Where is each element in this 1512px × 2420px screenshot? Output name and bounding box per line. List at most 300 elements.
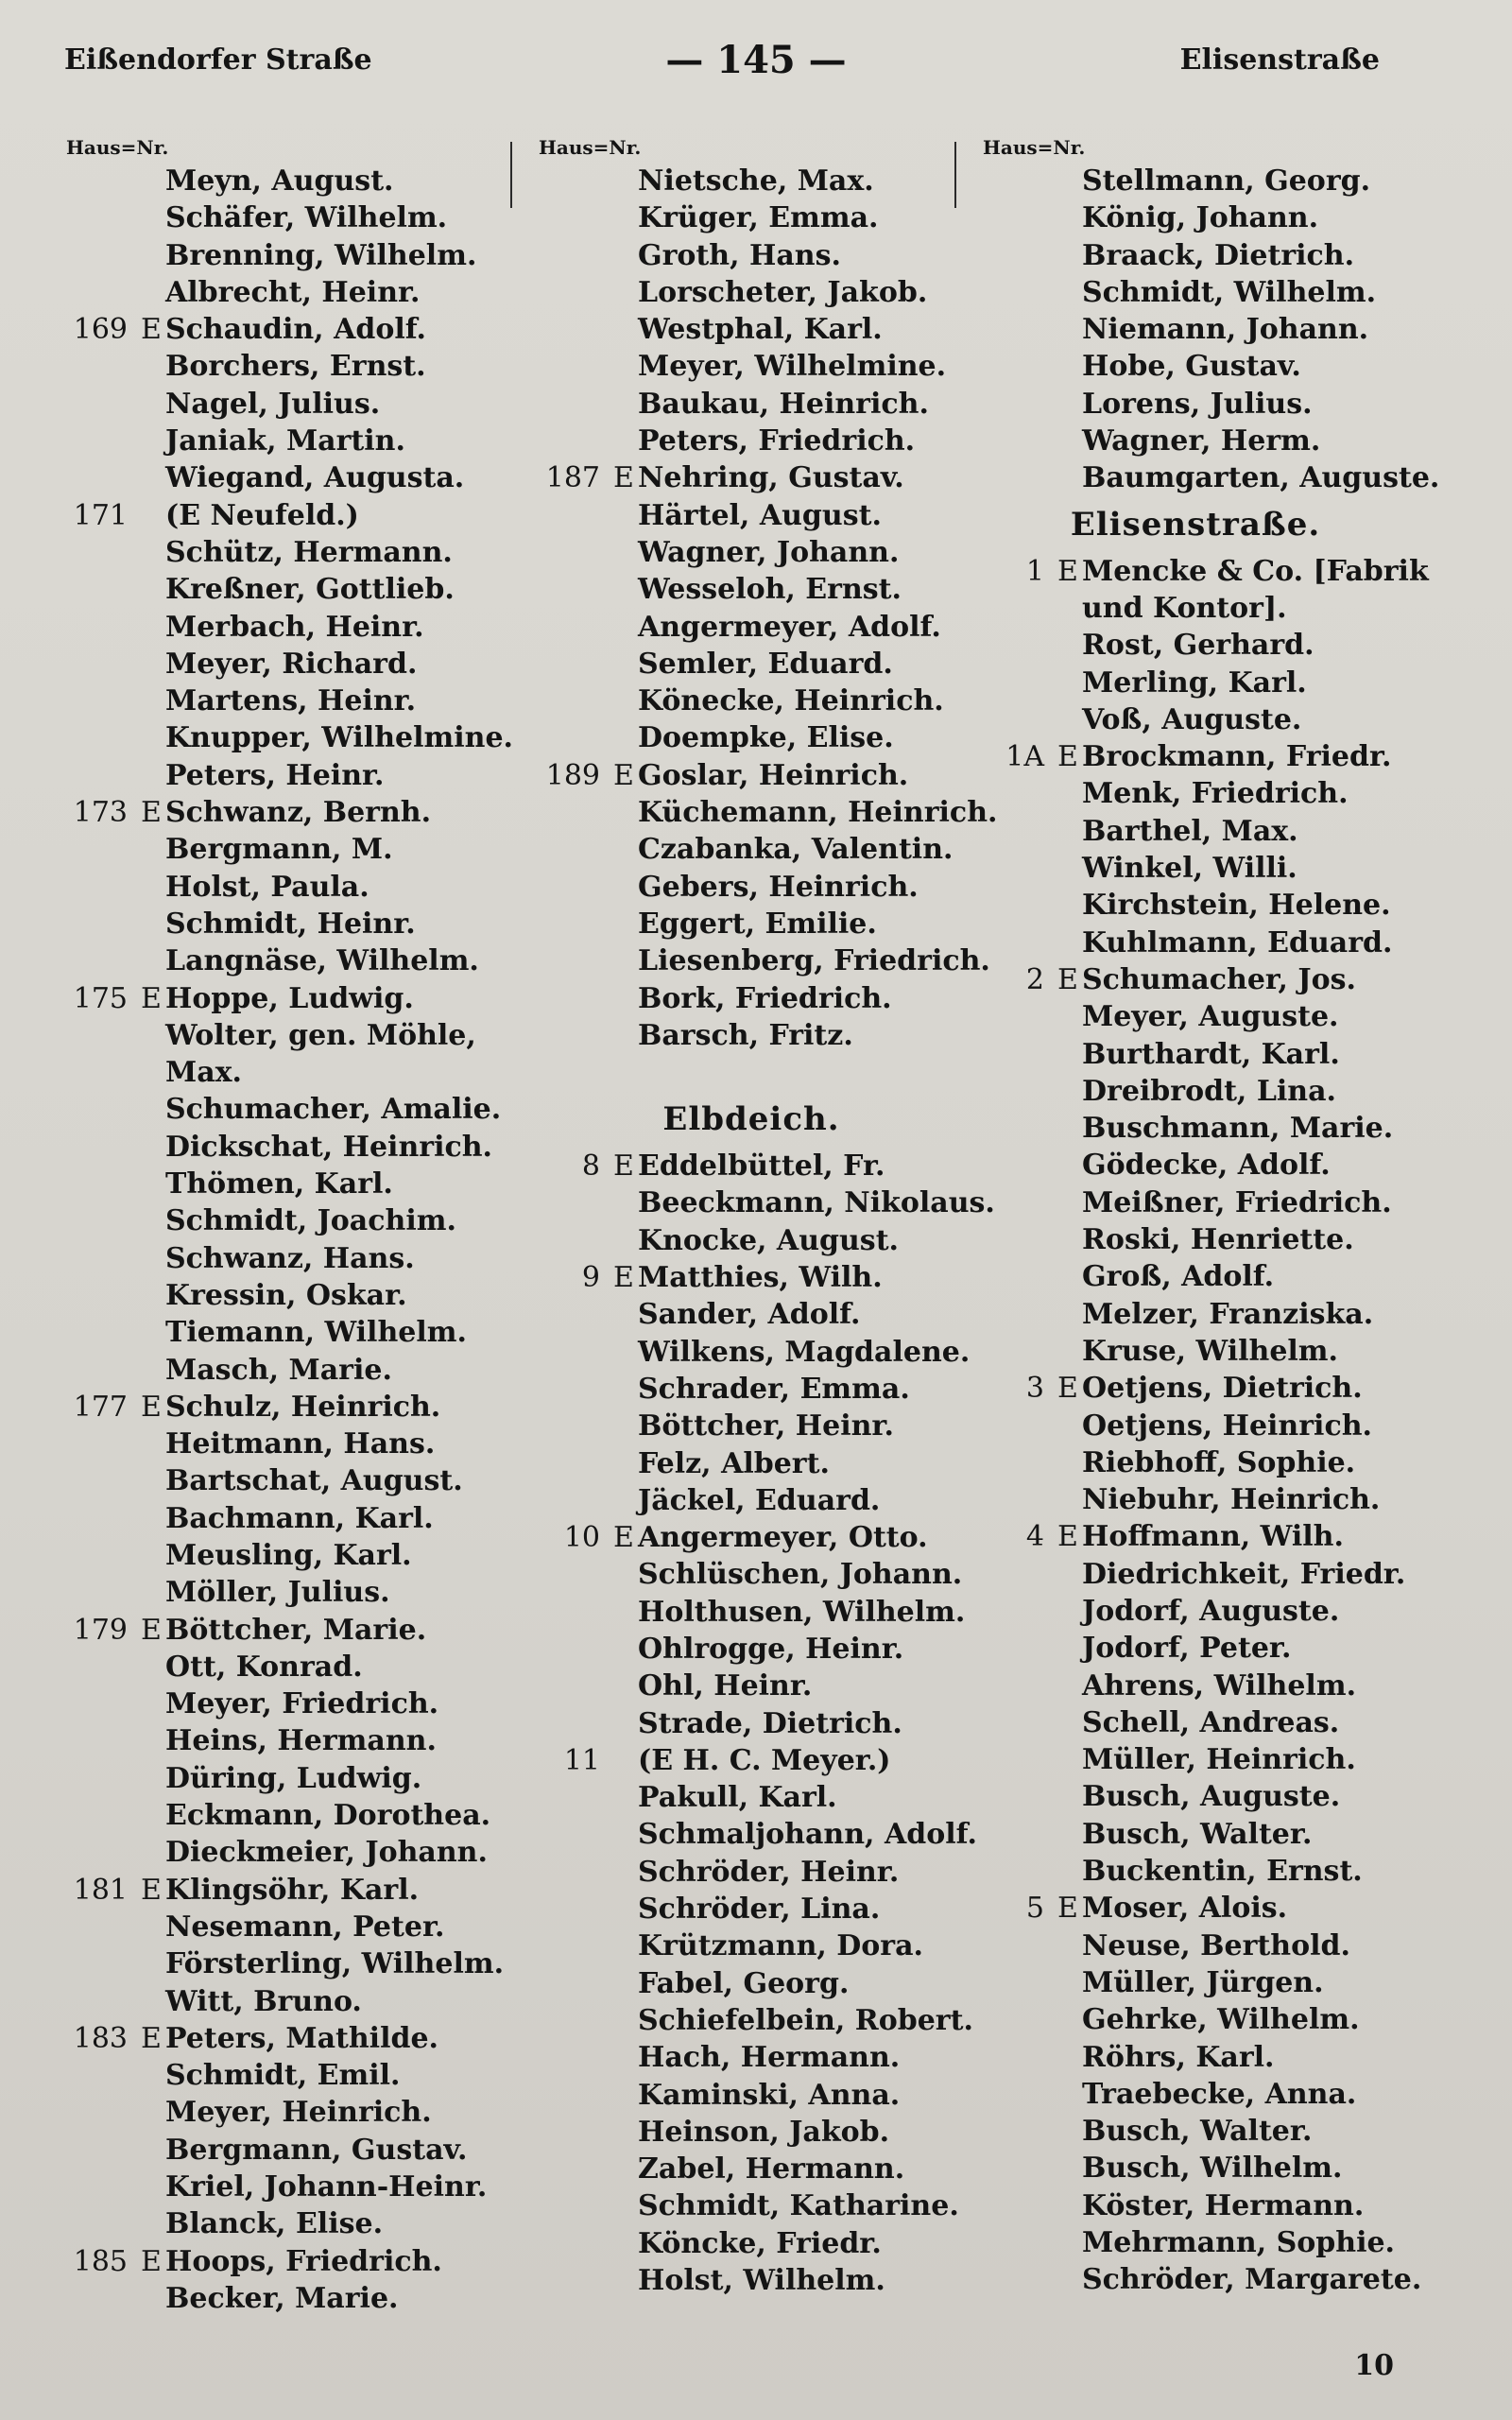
house-number: 11 — [563, 1743, 600, 1777]
resident-entry — [529, 942, 990, 979]
resident-entry — [529, 1705, 973, 1742]
owner-marker: E — [1057, 1372, 1078, 1406]
house-number: 171 — [73, 498, 128, 532]
owner-marker: E — [141, 1390, 162, 1424]
resident-entry — [57, 1091, 501, 1128]
resident-entry — [973, 1964, 1418, 2001]
owner-marker: E — [1057, 740, 1078, 774]
resident-entry — [529, 980, 973, 1017]
resident-entry — [529, 831, 973, 868]
resident-name: Jodorf, Auguste. — [1082, 1594, 1340, 1628]
resident-entry — [973, 813, 1418, 850]
resident-name: Küchemann, Heinrich. — [638, 796, 998, 830]
resident-entry — [57, 1462, 501, 1499]
resident-name: Baukau, Heinrich. — [638, 387, 929, 421]
resident-entry — [57, 348, 501, 385]
resident-entry — [529, 1594, 973, 1631]
resident-name: Kruse, Wilhelm. — [1082, 1334, 1338, 1368]
resident-entry — [529, 311, 973, 348]
house-number: 10 — [563, 1521, 600, 1555]
resident-name: Janiak, Martin. — [165, 424, 405, 458]
resident-entry — [973, 2113, 1418, 2150]
resident-name: Busch, Wilhelm. — [1082, 2152, 1343, 2186]
resident-entry — [973, 775, 1418, 812]
house-number: 189 — [545, 758, 600, 792]
resident-name: Angermeyer, Adolf. — [638, 610, 941, 644]
resident-entry — [529, 719, 973, 756]
resident-name: Wesseloh, Ernst. — [638, 573, 902, 607]
house-number: 185 — [73, 2244, 128, 2278]
resident-entry — [57, 980, 501, 1017]
resident-entry — [529, 1222, 973, 1259]
resident-name: Meyer, Friedrich. — [165, 1687, 439, 1721]
resident-entry — [57, 386, 501, 423]
resident-entry — [57, 459, 501, 496]
resident-name: Diedrichkeit, Friedr. — [1082, 1557, 1406, 1591]
resident-name: Dreibrodt, Lina. — [1082, 1074, 1337, 1108]
resident-name: Schwanz, Hans. — [165, 1241, 415, 1275]
resident-name: Tiemann, Wilhelm. — [165, 1316, 467, 1350]
resident-name: Sander, Adolf. — [638, 1298, 861, 1332]
resident-name: Jäckel, Eduard. — [638, 1483, 881, 1517]
resident-name: Schell, Andreas. — [1082, 1705, 1340, 1739]
owner-marker: E — [613, 461, 634, 495]
resident-entry — [973, 961, 1418, 998]
resident-entry — [529, 348, 973, 385]
resident-entry — [973, 1184, 1418, 1221]
resident-entry — [973, 2261, 1422, 2298]
resident-entry — [529, 2262, 973, 2299]
resident-name: Beeckmann, Nikolaus. — [638, 1186, 995, 1220]
resident-entry — [57, 1872, 501, 1909]
resident-name: Lorens, Julius. — [1082, 387, 1313, 421]
resident-entry — [529, 1482, 973, 1519]
resident-name: Doempke, Elise. — [638, 721, 894, 755]
resident-name: Wolter, gen. Möhle, — [165, 1018, 476, 1052]
resident-name: Riebhoff, Sophie. — [1082, 1445, 1356, 1479]
resident-name: Bartschat, August. — [165, 1464, 463, 1498]
resident-entry — [973, 1110, 1418, 1147]
resident-entry — [57, 1500, 501, 1537]
resident-name: Langnäse, Wilhelm. — [165, 944, 479, 978]
resident-entry — [57, 1202, 501, 1239]
resident-name: Groß, Adolf. — [1082, 1260, 1275, 1294]
resident-name: Borchers, Ernst. — [165, 350, 426, 384]
resident-name: Ohl, Heinr. — [638, 1669, 813, 1703]
resident-entry — [57, 2243, 501, 2280]
house-number: 9 — [581, 1261, 600, 1295]
resident-name: Menk, Friedrich. — [1082, 777, 1349, 811]
resident-entry — [529, 1148, 973, 1184]
house-number: 5 — [1025, 1892, 1044, 1926]
resident-entry — [57, 1722, 501, 1759]
resident-entry — [529, 1668, 973, 1704]
resident-entry — [529, 1854, 973, 1891]
resident-entry — [529, 1556, 973, 1593]
resident-name: Mehrmann, Sophie. — [1082, 2226, 1395, 2260]
resident-entry — [529, 423, 973, 459]
resident-entry — [57, 1685, 501, 1722]
resident-entry — [529, 1891, 973, 1927]
resident-entry — [973, 1370, 1418, 1407]
resident-name: Winkel, Willi. — [1082, 852, 1297, 886]
resident-name: Heins, Hermann. — [165, 1724, 437, 1758]
owner-marker: E — [613, 758, 634, 792]
resident-entry — [973, 850, 1418, 887]
resident-name: (E H. C. Meyer.) — [638, 1743, 891, 1777]
resident-entry — [529, 1779, 973, 1816]
resident-entry — [973, 1073, 1418, 1110]
resident-entry — [529, 1445, 973, 1482]
resident-name: Meyer, Wilhelmine. — [638, 350, 947, 384]
owner-marker: E — [141, 1613, 162, 1647]
resident-name: Schröder, Lina. — [638, 1893, 881, 1927]
resident-name: Gödecke, Adolf. — [1082, 1149, 1331, 1183]
resident-name: Wilkens, Magdalene. — [638, 1335, 971, 1369]
resident-name: Peters, Friedrich. — [638, 424, 916, 458]
house-number: 177 — [73, 1390, 128, 1424]
resident-name: König, Johann. — [1082, 201, 1319, 235]
resident-entry — [529, 1259, 973, 1296]
resident-entry — [57, 1909, 501, 1945]
resident-entry — [973, 925, 1418, 961]
resident-entry — [973, 348, 1418, 385]
resident-entry — [57, 1574, 501, 1611]
resident-entry — [973, 163, 1418, 199]
resident-entry — [57, 906, 501, 942]
owner-marker: E — [613, 1150, 634, 1184]
house-number: 1A — [1005, 740, 1044, 774]
resident-entry — [57, 1797, 501, 1834]
resident-name: Peters, Heinr. — [165, 758, 385, 792]
owner-marker: E — [141, 2244, 162, 2278]
resident-name: Schröder, Margarete. — [1082, 2263, 1422, 2297]
resident-name: Möller, Julius. — [165, 1576, 390, 1610]
resident-entry — [57, 1983, 501, 2020]
resident-name: Becker, Marie. — [165, 2281, 399, 2315]
resident-name: Matthies, Wilh. — [638, 1261, 883, 1295]
resident-entry — [973, 1668, 1418, 1704]
resident-name: Bachmann, Karl. — [165, 1501, 434, 1535]
house-number: 8 — [581, 1150, 600, 1184]
resident-entry — [57, 571, 501, 608]
resident-entry — [529, 646, 973, 683]
resident-entry — [57, 1612, 501, 1649]
resident-name: Kaminski, Anna. — [638, 2078, 901, 2112]
resident-entry — [973, 1036, 1418, 1073]
resident-entry — [529, 386, 973, 423]
resident-entry — [529, 459, 973, 496]
resident-name: Semler, Eduard. — [638, 647, 893, 681]
resident-name: Schmidt, Joachim. — [165, 1204, 456, 1238]
resident-entry — [973, 1630, 1418, 1667]
resident-name: Groth, Hans. — [638, 238, 841, 272]
resident-entry — [973, 1593, 1418, 1630]
house-number-label: Haus=Nr. — [539, 136, 642, 159]
resident-name: Kuhlmann, Eduard. — [1082, 925, 1393, 959]
resident-name: Müller, Heinrich. — [1082, 1743, 1356, 1777]
resident-entry — [529, 534, 973, 571]
resident-name: Ahrens, Wilhelm. — [1082, 1668, 1357, 1703]
resident-entry — [973, 2224, 1418, 2261]
resident-name: Schröder, Heinr. — [638, 1855, 900, 1889]
resident-name: Meyer, Auguste. — [1082, 1000, 1339, 1034]
resident-entry — [529, 1965, 973, 2002]
resident-name: Knocke, August. — [638, 1223, 899, 1257]
resident-entry — [57, 1314, 501, 1351]
resident-entry — [529, 2187, 973, 2224]
resident-entry — [973, 199, 1418, 236]
resident-entry — [57, 1834, 501, 1871]
resident-name: Meusling, Karl. — [165, 1538, 412, 1572]
resident-entry — [973, 2150, 1418, 2187]
resident-name: Schmaljohann, Adolf. — [638, 1818, 977, 1852]
column-divider — [510, 142, 512, 208]
resident-entry — [57, 1240, 501, 1277]
resident-name: Niebuhr, Heinrich. — [1082, 1483, 1381, 1517]
resident-entry — [57, 831, 501, 868]
resident-name: Härtel, August. — [638, 498, 882, 532]
resident-entry — [973, 311, 1418, 348]
resident-entry — [529, 2039, 973, 2076]
resident-entry — [529, 1816, 977, 1853]
resident-name: Meyn, August. — [165, 164, 394, 198]
resident-name: Moser, Alois. — [1082, 1892, 1288, 1926]
owner-marker: E — [141, 2021, 162, 2055]
resident-entry — [973, 1741, 1418, 1778]
resident-entry — [529, 1184, 995, 1221]
resident-name: Braack, Dietrich. — [1082, 238, 1355, 272]
resident-entry — [973, 2039, 1418, 2076]
page-number: — 145 — — [665, 38, 847, 82]
resident-entry — [57, 423, 501, 459]
house-number: 179 — [73, 1613, 128, 1647]
resident-entry — [57, 1166, 501, 1202]
resident-entry — [973, 1890, 1418, 1927]
resident-name: Rost, Gerhard. — [1082, 629, 1314, 663]
resident-name: Nagel, Julius. — [165, 387, 381, 421]
resident-name: Buckentin, Ernst. — [1082, 1855, 1363, 1889]
resident-name: Masch, Marie. — [165, 1353, 392, 1387]
resident-name: Czabanka, Valentin. — [638, 833, 954, 867]
owner-marker: E — [613, 1521, 634, 1555]
resident-name: Köncke, Friedr. — [638, 2226, 882, 2260]
resident-entry — [57, 534, 501, 571]
resident-entry — [57, 163, 501, 199]
resident-entry — [57, 719, 513, 756]
resident-entry — [529, 163, 973, 199]
resident-name: Thömen, Karl. — [165, 1167, 393, 1201]
resident-entry — [973, 1778, 1418, 1815]
resident-name: Heinson, Jakob. — [638, 2115, 890, 2149]
resident-name: Schwanz, Bernh. — [165, 796, 432, 830]
resident-entry — [973, 1518, 1418, 1555]
resident-entry — [529, 1631, 973, 1668]
resident-entry — [57, 869, 501, 906]
resident-name: Wagner, Herm. — [1082, 424, 1321, 458]
resident-name: Westphal, Karl. — [638, 313, 883, 347]
resident-name: Holst, Paula. — [165, 870, 369, 904]
resident-entry — [57, 683, 501, 719]
resident-name: Brockmann, Friedr. — [1082, 740, 1392, 774]
resident-entry — [973, 1853, 1418, 1890]
resident-name: Bork, Friedrich. — [638, 981, 892, 1015]
resident-name: Hoops, Friedrich. — [165, 2244, 442, 2278]
resident-entry — [973, 738, 1418, 775]
resident-entry — [973, 274, 1418, 311]
resident-entry — [57, 794, 501, 831]
owner-marker: E — [1057, 1892, 1078, 1926]
resident-name: Niemann, Johann. — [1082, 313, 1369, 347]
resident-entry — [529, 1519, 973, 1556]
resident-entry — [529, 497, 973, 534]
house-number: 3 — [1025, 1372, 1044, 1406]
owner-marker: E — [1057, 1520, 1078, 1554]
resident-name: Hach, Hermann. — [638, 2041, 901, 2075]
resident-name: Blanck, Elise. — [165, 2207, 384, 2241]
house-number: 183 — [73, 2021, 128, 2055]
resident-name: Barthel, Max. — [1082, 814, 1298, 848]
resident-name: Schrader, Emma. — [638, 1372, 910, 1406]
owner-marker: E — [1057, 962, 1078, 996]
resident-name: Mencke & Co. [Fabrik — [1082, 554, 1429, 588]
owner-marker: E — [141, 796, 162, 830]
resident-name: Könecke, Heinrich. — [638, 684, 944, 718]
resident-entry — [973, 1221, 1418, 1258]
resident-name: Hoffmann, Wilh. — [1082, 1520, 1344, 1554]
resident-entry — [529, 1742, 973, 1779]
owner-marker: E — [141, 1873, 162, 1907]
resident-entry — [973, 1333, 1418, 1370]
resident-entry — [529, 1927, 973, 1964]
resident-entry — [529, 2077, 973, 2114]
house-number-label: Haus=Nr. — [983, 136, 1086, 159]
resident-entry — [57, 2094, 501, 2131]
resident-entry — [57, 1352, 501, 1389]
resident-name: Düring, Ludwig. — [165, 1761, 422, 1795]
resident-name: Barsch, Fritz. — [638, 1018, 853, 1052]
running-head-left: Eißendorfer Straße — [64, 43, 372, 77]
resident-entry — [529, 2151, 973, 2187]
resident-name: Peters, Mathilde. — [165, 2021, 438, 2055]
resident-entry — [57, 646, 501, 683]
resident-entry — [57, 1389, 501, 1426]
resident-name: Schiefelbein, Robert. — [638, 2003, 973, 2037]
owner-marker: E — [141, 313, 162, 347]
resident-name: Böttcher, Heinr. — [638, 1409, 894, 1443]
resident-name: Burthardt, Karl. — [1082, 1037, 1340, 1071]
resident-entry — [529, 757, 973, 794]
column-2 — [529, 132, 998, 2299]
resident-entry — [57, 274, 501, 311]
resident-entry — [529, 2002, 973, 2039]
resident-entry — [529, 199, 973, 236]
house-number: 173 — [73, 796, 128, 830]
resident-name: Bergmann, M. — [165, 833, 393, 867]
resident-name: Schlüschen, Johann. — [638, 1558, 963, 1592]
resident-entry — [973, 237, 1418, 274]
resident-name: Böttcher, Marie. — [165, 1613, 427, 1647]
resident-entry — [973, 1556, 1418, 1593]
house-number: 1 — [1025, 554, 1044, 588]
resident-entry — [57, 199, 501, 236]
resident-entry — [973, 887, 1418, 924]
resident-name: Bergmann, Gustav. — [165, 2133, 468, 2167]
resident-name: Melzer, Franziska. — [1082, 1297, 1374, 1331]
resident-name: Merling, Karl. — [1082, 666, 1307, 700]
column-3 — [973, 132, 1440, 2299]
running-head-right: Elisenstraße — [1179, 43, 1380, 77]
resident-name: Zabel, Hermann. — [638, 2152, 905, 2187]
resident-name: Hobe, Gustav. — [1082, 350, 1301, 384]
resident-entry — [529, 571, 973, 608]
resident-name: Nehring, Gustav. — [638, 461, 904, 495]
resident-entry — [529, 1408, 973, 1444]
resident-name: Schumacher, Amalie. — [165, 1093, 502, 1127]
resident-name: Köster, Hermann. — [1082, 2188, 1365, 2222]
resident-entry — [973, 590, 1418, 627]
resident-name: Schulz, Heinrich. — [165, 1390, 441, 1424]
resident-name: Krüger, Emma. — [638, 201, 879, 235]
resident-name: Kreßner, Gottlieb. — [165, 573, 455, 607]
resident-name: (E Neufeld.) — [165, 498, 359, 532]
resident-name: und Kontor]. — [1082, 591, 1287, 625]
house-number: 2 — [1025, 962, 1044, 996]
resident-name: Klingsöhr, Karl. — [165, 1873, 420, 1907]
resident-name: Ohlrogge, Heinr. — [638, 1632, 904, 1666]
resident-name: Baumgarten, Auguste. — [1082, 461, 1440, 495]
resident-name: Strade, Dietrich. — [638, 1706, 902, 1740]
resident-name: Heitmann, Hans. — [165, 1427, 436, 1461]
resident-entry — [57, 1649, 501, 1685]
resident-name: Schaudin, Adolf. — [165, 313, 427, 347]
resident-entry — [973, 1147, 1418, 1184]
resident-name: Eckmann, Dorothea. — [165, 1799, 491, 1833]
house-number: 181 — [73, 1873, 128, 1907]
resident-name: Martens, Heinr. — [165, 684, 417, 718]
resident-entry — [973, 386, 1418, 423]
resident-entry — [57, 1277, 501, 1314]
resident-name: Schütz, Hermann. — [165, 535, 453, 569]
resident-name: Goslar, Heinrich. — [638, 758, 909, 792]
resident-entry — [57, 1054, 501, 1091]
resident-entry — [973, 1258, 1418, 1295]
resident-entry — [57, 2020, 501, 2057]
resident-entry — [973, 701, 1418, 738]
resident-name: Roski, Henriette. — [1082, 1223, 1354, 1257]
resident-entry — [57, 237, 501, 274]
resident-name: Holthusen, Wilhelm. — [638, 1595, 966, 1629]
resident-name: Neuse, Berthold. — [1082, 1928, 1350, 1962]
resident-name: Hoppe, Ludwig. — [165, 981, 414, 1015]
house-number: 4 — [1025, 1520, 1044, 1554]
resident-name: Albrecht, Heinr. — [165, 275, 421, 309]
resident-entry — [973, 1704, 1418, 1741]
resident-name: Oetjens, Heinrich. — [1082, 1409, 1372, 1443]
resident-name: Nietsche, Max. — [638, 164, 874, 198]
resident-entry — [529, 2114, 973, 2151]
resident-entry — [529, 1334, 973, 1371]
resident-entry — [973, 1927, 1418, 1964]
resident-entry — [529, 237, 973, 274]
resident-name: Schmidt, Katharine. — [638, 2189, 959, 2223]
resident-name: Gebers, Heinrich. — [638, 870, 919, 904]
resident-entry — [973, 2076, 1418, 2113]
resident-name: Oetjens, Dietrich. — [1082, 1372, 1363, 1406]
resident-name: Brenning, Wilhelm. — [165, 238, 477, 272]
resident-entry — [57, 757, 501, 794]
resident-name: Holst, Wilhelm. — [638, 2264, 885, 2298]
